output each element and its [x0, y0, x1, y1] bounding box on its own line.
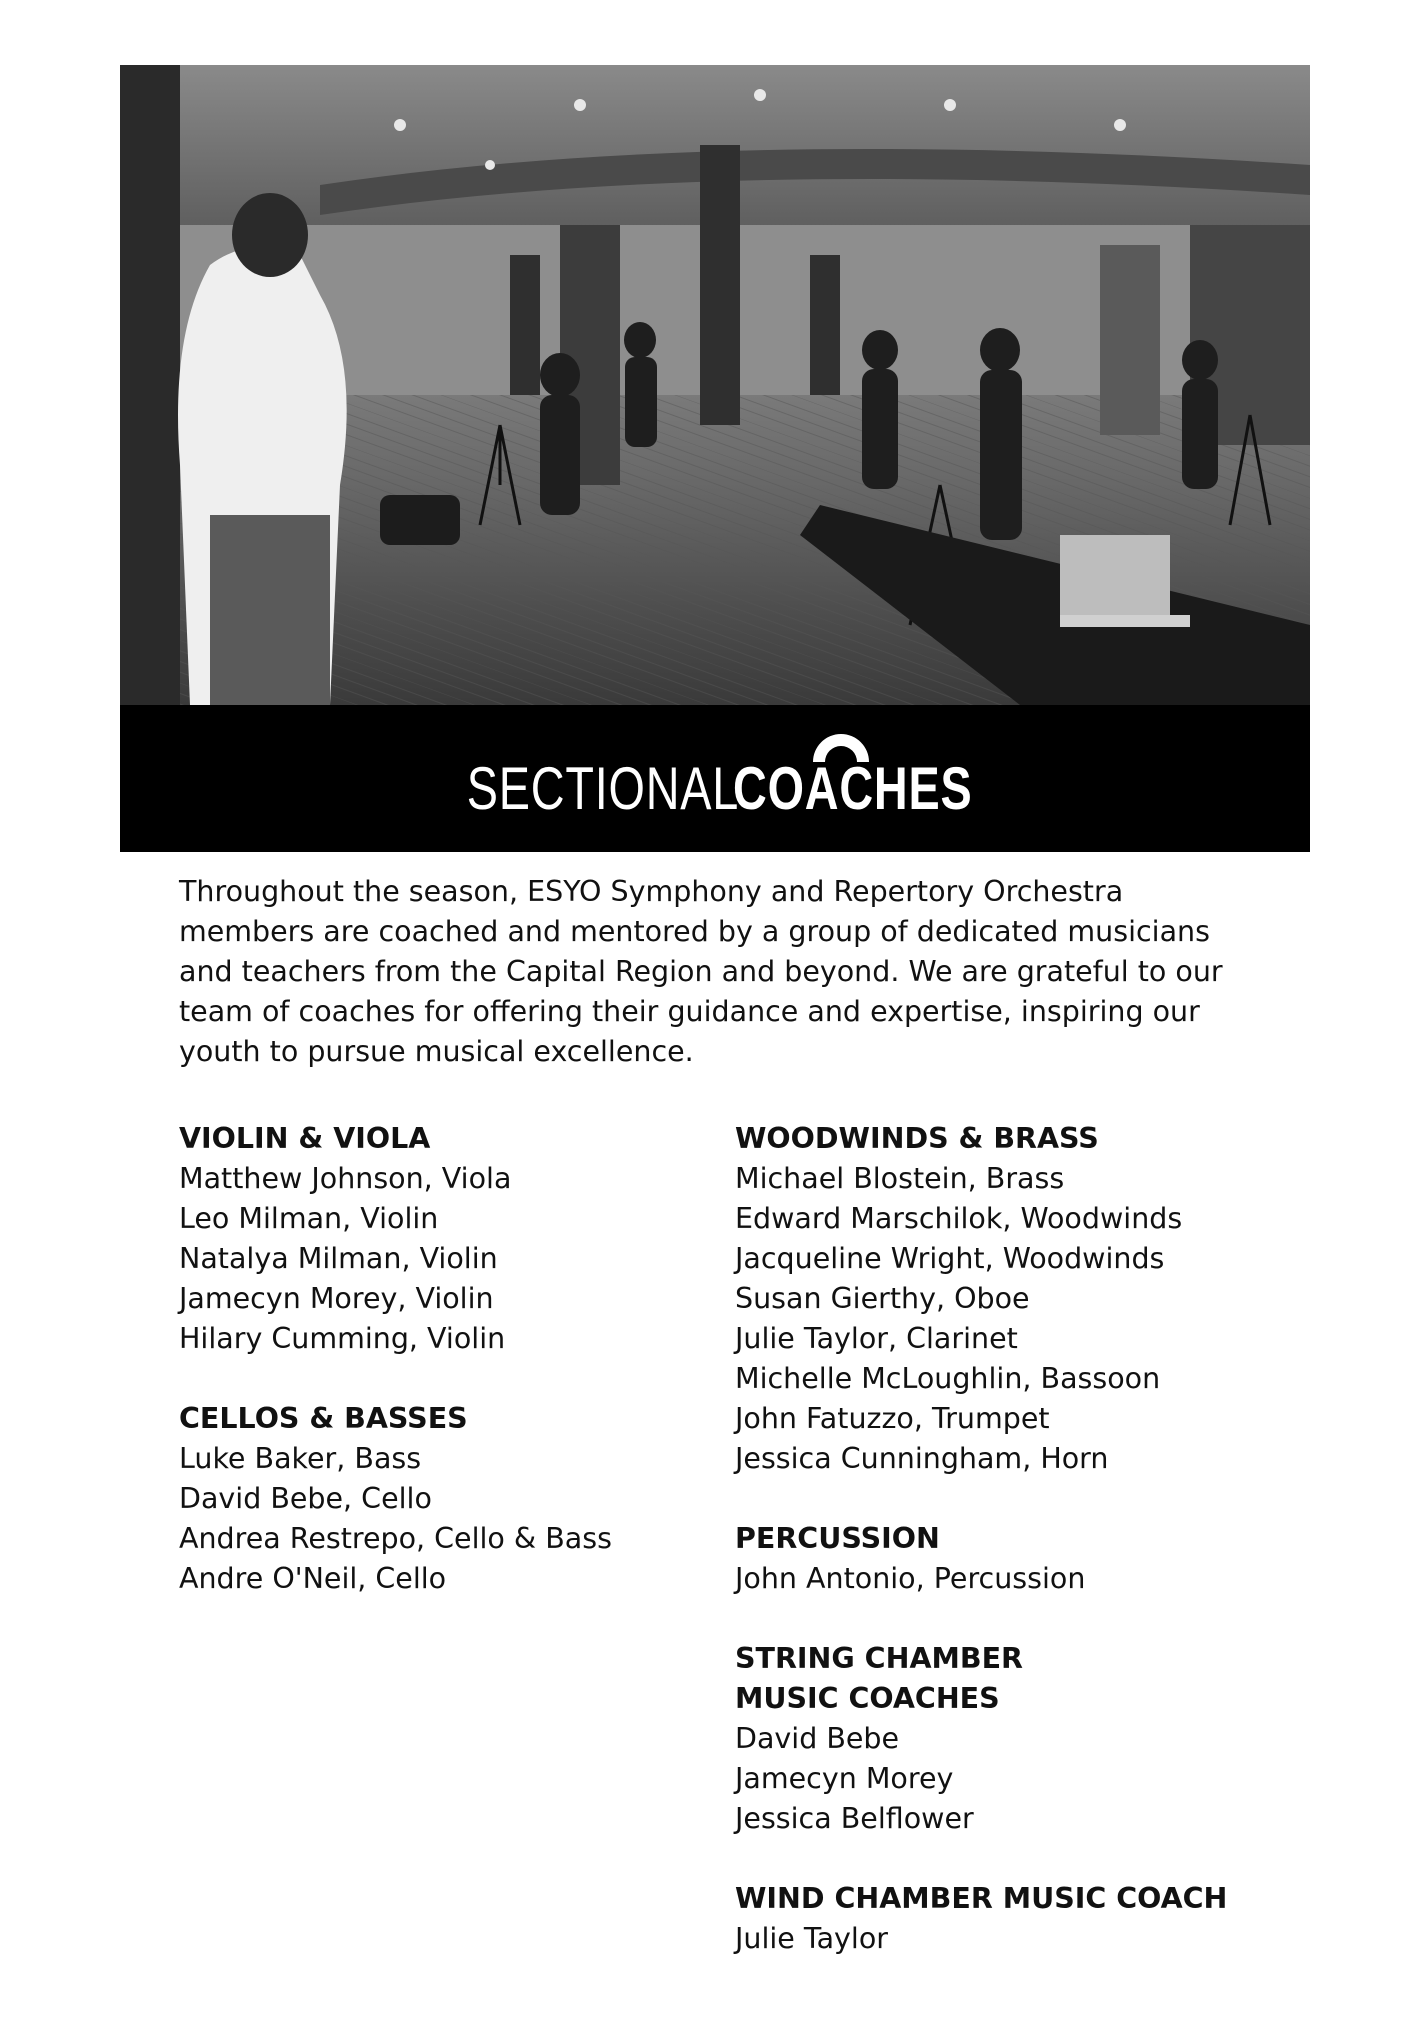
- coach-item: Jamecyn Morey: [735, 1762, 954, 1795]
- coach-item: Jessica Belflower: [735, 1802, 974, 1835]
- coach-item: Susan Gierthy, Oboe: [735, 1282, 1030, 1315]
- title-bold: COACHES: [732, 755, 973, 822]
- coach-item: John Antonio, Percussion: [735, 1562, 1086, 1595]
- section-wind-chamber: [735, 1879, 1295, 1959]
- coach-item: Michelle McLoughlin, Bassoon: [735, 1362, 1161, 1395]
- title-banner: [120, 705, 1310, 852]
- section-percussion: [735, 1519, 1295, 1599]
- coach-item: Hilary Cumming, Violin: [179, 1322, 506, 1355]
- title-light: SECTIONAL: [466, 755, 740, 822]
- left-column: [179, 1119, 699, 1639]
- coach-item: Jamecyn Morey, Violin: [179, 1282, 494, 1315]
- coach-item: Julie Taylor: [735, 1922, 888, 1955]
- section-woodwinds-brass: [735, 1119, 1295, 1479]
- intro-paragraph: Throughout the season, ESYO Symphony and Repertory Orchestra members are coached and mentored by a group of dedicated musicians and teachers from the Capital Region and beyond. We are grateful to our team of coaches for offering their guidance and expertise, inspiring our youth to pursue musical excellence.: [179, 875, 1223, 1068]
- coach-item: Michael Blostein, Brass: [735, 1162, 1065, 1195]
- section-heading: WIND CHAMBER MUSIC COACH: [735, 1882, 1228, 1915]
- section-heading: WOODWINDS & BRASS: [735, 1122, 1099, 1155]
- section-heading: PERCUSSION: [735, 1522, 940, 1555]
- section-heading: CELLOS & BASSES: [179, 1402, 468, 1435]
- coach-item: Leo Milman, Violin: [179, 1202, 439, 1235]
- coach-item: Jessica Cunningham, Horn: [735, 1442, 1109, 1475]
- coach-item: Jacqueline Wright, Woodwinds: [735, 1242, 1165, 1275]
- right-column: [735, 1119, 1295, 1999]
- coach-item: Andre O'Neil, Cello: [179, 1562, 447, 1595]
- page-title: [120, 755, 1310, 822]
- section-heading: STRING CHAMBER MUSIC COACHES: [735, 1642, 1024, 1715]
- coach-item: Luke Baker, Bass: [179, 1442, 422, 1475]
- coach-item: Julie Taylor, Clarinet: [735, 1322, 1018, 1355]
- section-cellos-basses: [179, 1399, 699, 1599]
- coach-item: David Bebe: [735, 1722, 900, 1755]
- section-heading: VIOLIN & VIOLA: [179, 1122, 431, 1155]
- coach-item: Natalya Milman, Violin: [179, 1242, 498, 1275]
- section-string-chamber: [735, 1639, 1295, 1839]
- rehearsal-photo: [120, 65, 1310, 705]
- section-violin-viola: [179, 1119, 699, 1359]
- coach-item: Edward Marschilok, Woodwinds: [735, 1202, 1183, 1235]
- coach-item: Andrea Restrepo, Cello & Bass: [179, 1522, 612, 1555]
- coach-item: Matthew Johnson, Viola: [179, 1162, 512, 1195]
- coach-item: John Fatuzzo, Trumpet: [735, 1402, 1050, 1435]
- coach-item: David Bebe, Cello: [179, 1482, 432, 1515]
